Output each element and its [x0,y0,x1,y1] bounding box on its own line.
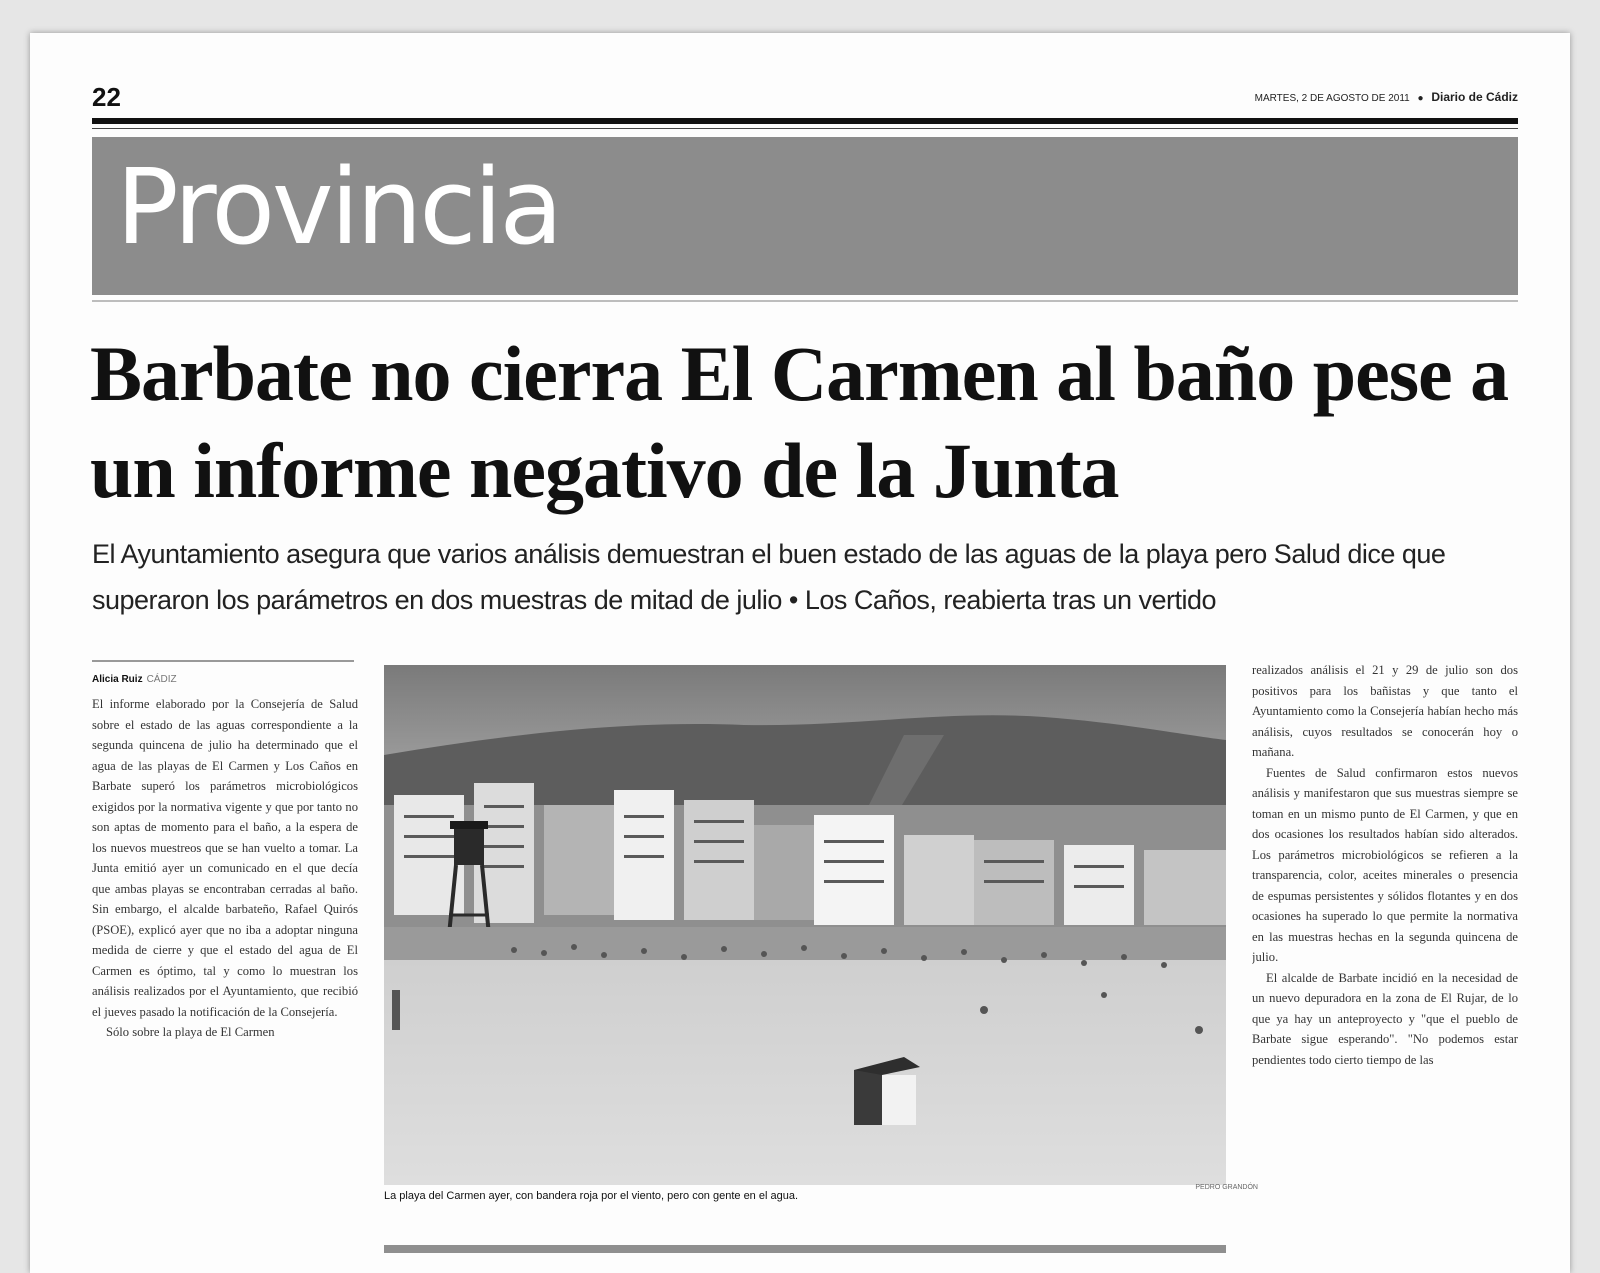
header-rule [92,118,1518,124]
publication-date: MARTES, 2 DE AGOSTO DE 2011 [1254,93,1410,104]
article-headline: Barbate no cierra El Carmen al baño pese a un informe negativo de la Junta [90,330,1509,514]
photo-caption: La playa del Carmen ayer, con bandera roja por el viento, pero con gente en el agua. [384,1190,798,1202]
beach-photo-illustration [384,665,1226,1185]
section-title: Provincia [116,146,561,268]
bullet-icon: ● [1417,93,1424,104]
body-paragraph: Fuentes de Salud confirmaron estos nuevos análisis y manifestaron que sus muestras siempre se toman en un mismo punto de El Carmen, y que en dos ocasiones los resultados habían sido alterados. Los parámetros microbiológicos se refieren a la transparencia, color, aceites minerales o presencia de espumas persistentes y sólidos flotantes y en dos ocasiones ha superado lo que permite la normativa en las muestras hechas en la segunda quincena de julio. [1252,765,1518,964]
sand [384,960,1226,1185]
section-divider [92,300,1518,302]
body-paragraph: Sólo sobre la playa de El Carmen [106,1025,275,1039]
beach-photo [384,665,1226,1185]
town-buildings [384,783,1226,935]
body-paragraph: El informe elaborado por la Consejería de Salud sobre el estado de las aguas correspondiente a la segunda quincena de julio ha determinado que el agua de las playas de El Carmen y Los Caños en Barbate superó los parámetros microbiológicos exigidos por la normativa vigente y que por tanto no son aptas de momento para el baño, a la espera de los nuevos muestreos que se han vuelto a tomar. La Junta emitió ayer un comunicado en el que decía que ambas playas se encontraban cerradas al baño. Sin embargo, el alcalde barbateño, Rafael Quirós (PSOE), explicó ayer que no iba a adoptar ninguna medida de cierre y que el estado del agua de El Carmen es óptimo, tal y como lo muestran los análisis realizados por el Ayuntamiento, que recibió el jueves pasado la notificación de la Consejería. [92,697,358,1019]
body-paragraph: El alcalde de Barbate incidió en la necesidad de un nuevo depuradora en la zona de El Rujar, de lo que ya hay un anteproyecto y "que el pueblo de Barbate sigue esperando". "No podemos estar pendientes todo cierto tiempo de las [1252,970,1518,1067]
article-subhead: El Ayuntamiento asegura que varios análisis demuestran el buen estado de las aguas de la playa pero Salud dice que superaron los parámetros en dos muestras de mitad de julio • Los Caños, reabierta tras un vertido [92,539,1446,615]
article-column-right [1252,660,1518,1256]
page-header [92,82,1518,110]
header-rule-thin [92,128,1518,129]
byline-location: CÁDIZ [146,674,177,685]
page-number: 22 [92,82,121,112]
article-column-left [92,694,358,1256]
section-banner [92,137,1518,295]
body-paragraph: realizados análisis el 21 y 29 de julio son dos positivos para los bañistas y que tanto el Ayuntamiento como la Consejería habían hecho más análisis, cuyos resultados se conocerán hoy o mañana. [1252,663,1518,759]
byline [92,674,177,685]
column-rule [92,660,354,662]
byline-author: Alicia Ruiz [92,674,143,685]
next-photo-edge [384,1245,1226,1253]
newspaper-name: Diario de Cádiz [1431,90,1518,104]
header-dateline [1255,90,1518,104]
photo-credit: PEDRO GRANDÓN [1195,1184,1258,1191]
